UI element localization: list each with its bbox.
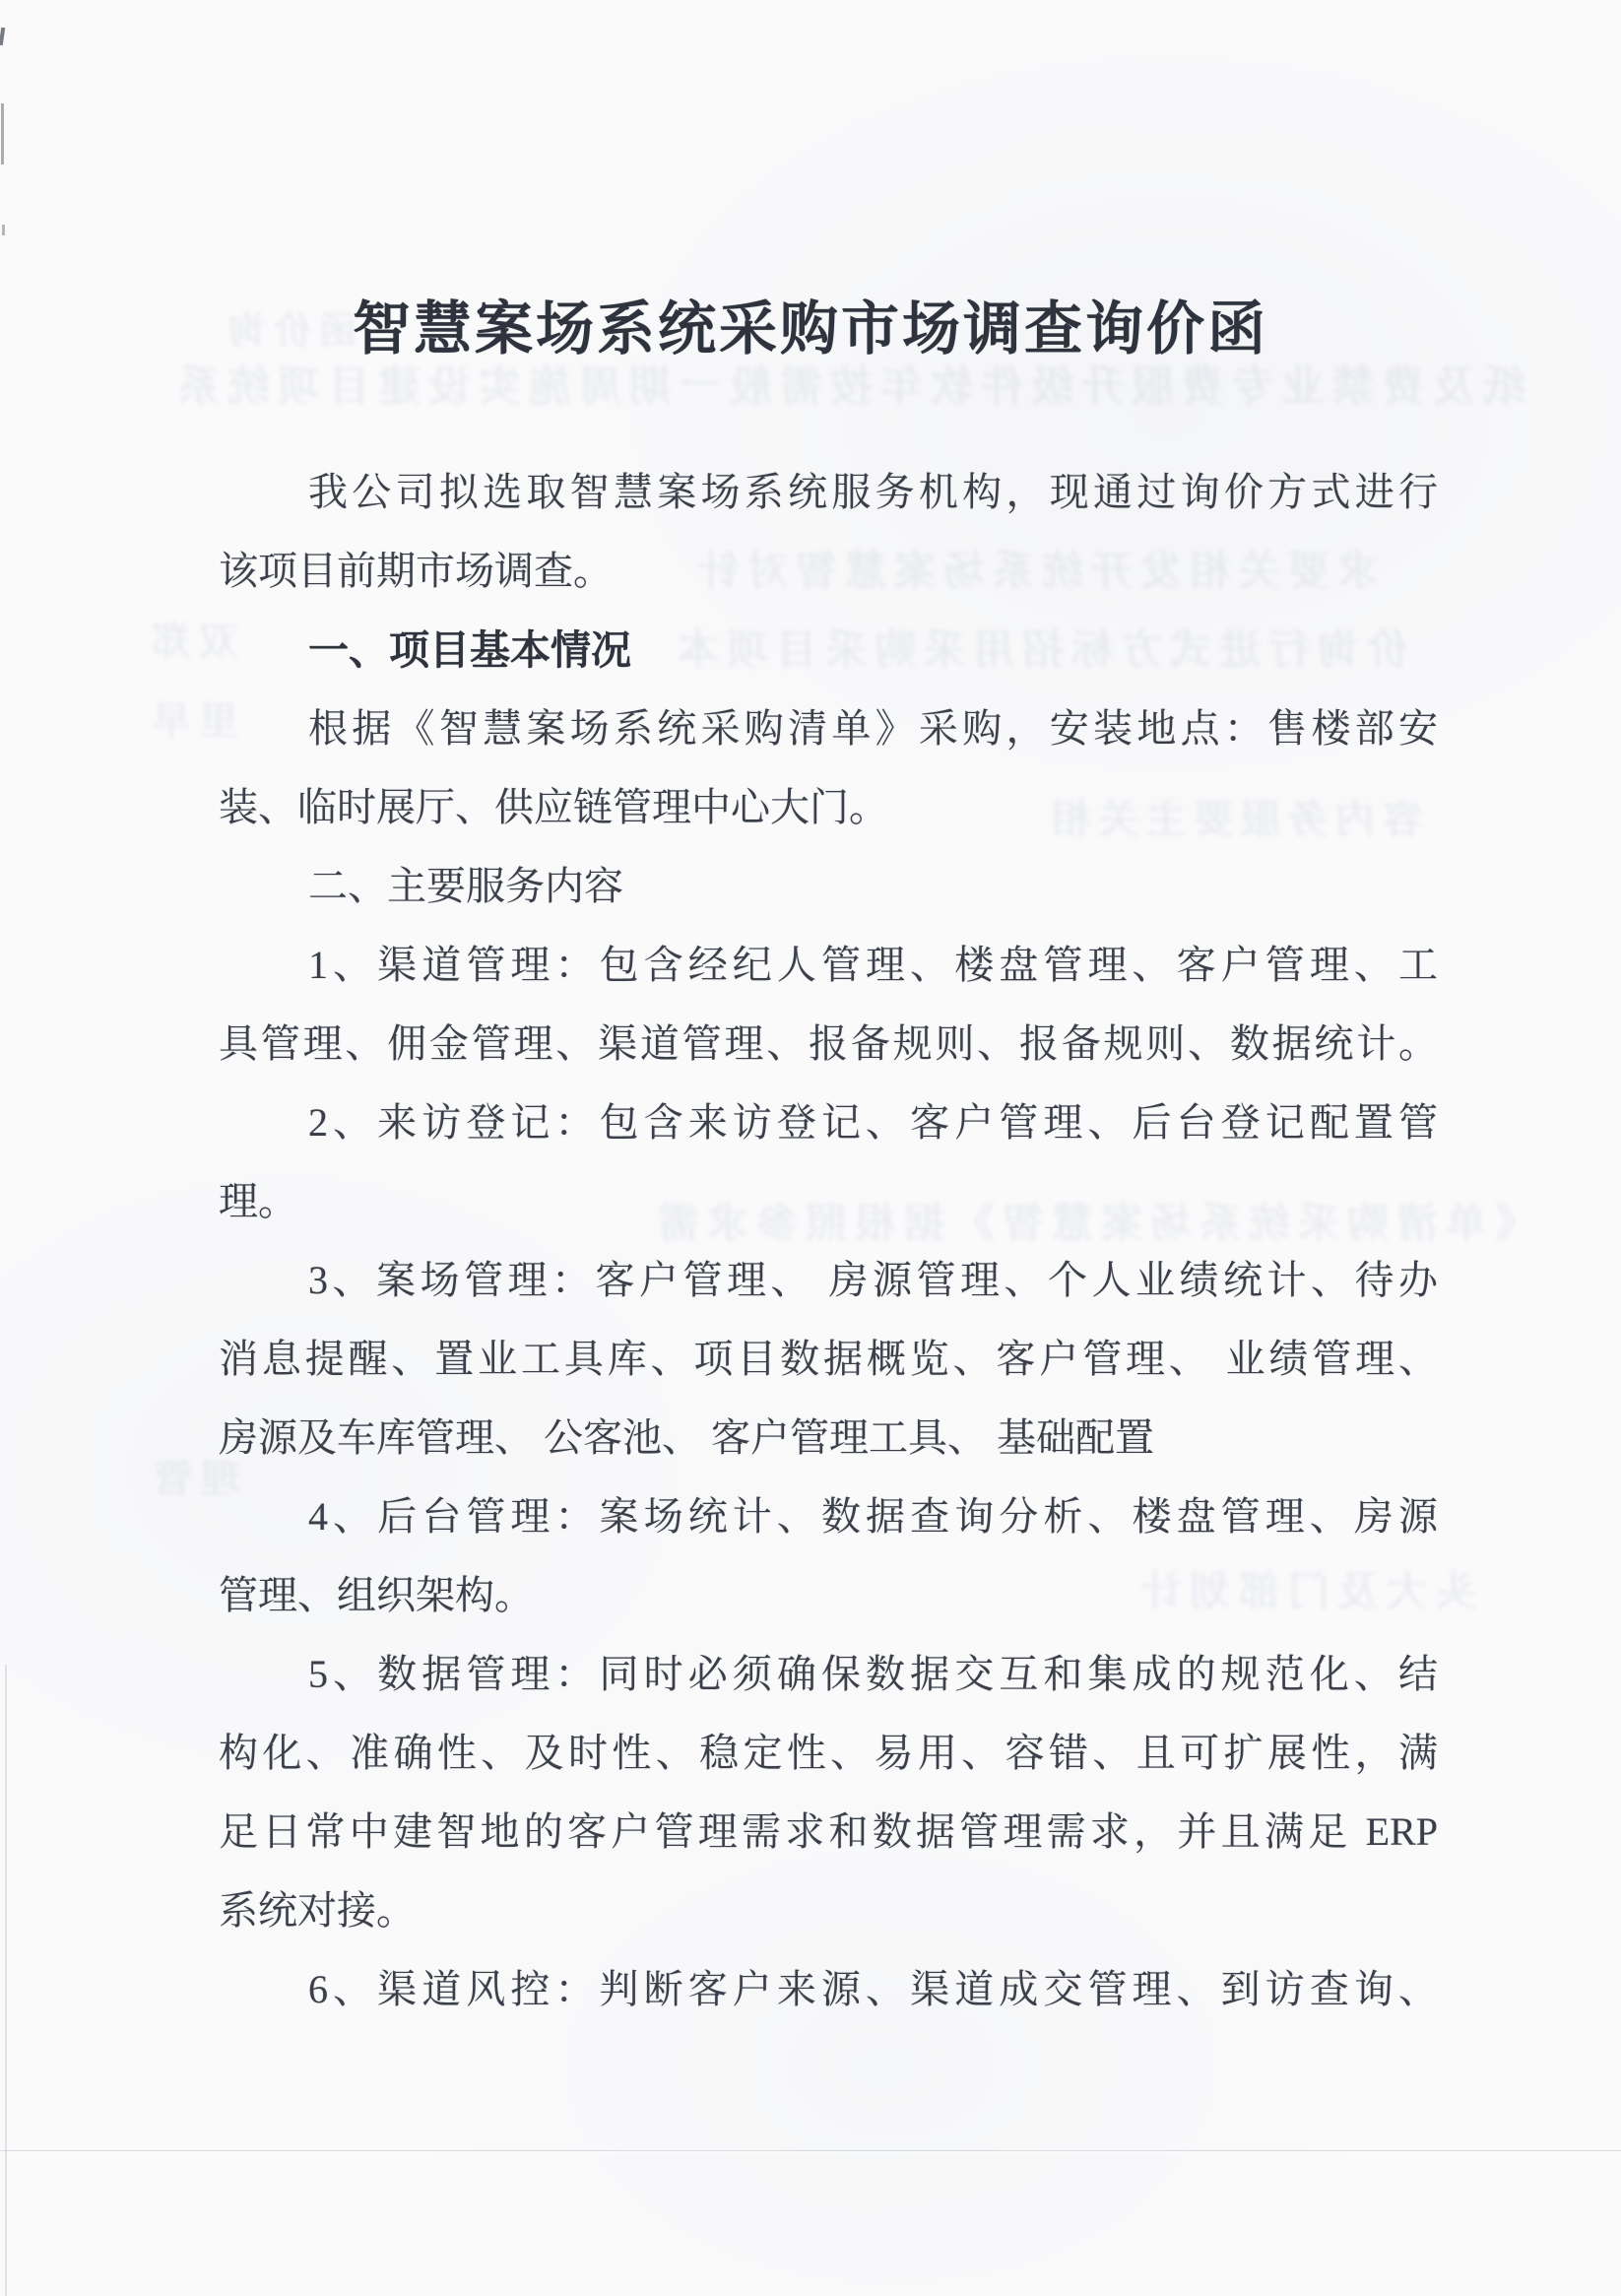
bleedthrough-row: 求要关相发开统系场案慧智对针 [689, 550, 1380, 595]
bleedthrough-row: 双郑 [144, 620, 238, 664]
document-line: 我公司拟选取智慧案场系统服务机构，现通过询价方式进行 [308, 470, 1438, 514]
document-line: 足日常中建智地的客户管理需求和数据管理需求，并且满足 ERP [219, 1809, 1438, 1854]
document-line: 理。 [219, 1179, 297, 1223]
bleedthrough-row: 容内务服要主关相 [1044, 797, 1422, 841]
document-line: 房源及车库管理、 公客池、 客户管理工具、 基础配置 [219, 1415, 1154, 1460]
scan-edge-artifact [5, 1665, 7, 2296]
bleedthrough-row: 里早 [144, 698, 238, 743]
document-line: 构化、准确性、及时性、稳定性、易用、容错、且可扩展性，满 [219, 1731, 1438, 1775]
bleedthrough-row: 头大及门部划计 [1133, 1570, 1478, 1615]
scan-speck [2, 225, 5, 235]
scan-speck [0, 28, 5, 45]
scan-crease-line [0, 2150, 1621, 2151]
document-line: 2、来访登记：包含来访登记、客户管理、后台登记配置管 [308, 1100, 1438, 1145]
document-line: 二、主要服务内容 [308, 864, 623, 908]
document-line: 管理、组织架构。 [219, 1573, 534, 1617]
bleedthrough-row: 价询行进式方标招用采购采目项本 [670, 628, 1409, 674]
document-line: 1、渠道管理：包含经纪人管理、楼盘管理、客户管理、工 [308, 943, 1438, 987]
bleedthrough-row: 函价询 [221, 311, 357, 353]
scan-speck [1, 103, 4, 164]
bleedthrough-row: 《单清购采统系场案慧智》据根照参求需 [650, 1202, 1537, 1247]
document-line: 消息提醒、置业工具库、项目数据概览、客户管理、 业绩管理、 [219, 1337, 1438, 1381]
document-line: 该项目前期市场调查。 [219, 549, 613, 593]
section-heading-line: 一、项目基本情况 [308, 627, 631, 673]
document-line: 根据《智慧案场系统采购清单》采购，安装地点：售楼部安 [308, 706, 1438, 751]
document-body [219, 453, 1438, 2029]
document-line: 系统对接。 [219, 1888, 416, 1933]
document-line: 3、案场管理：客户管理、 房源管理、个人业绩统计、待办 [308, 1258, 1438, 1302]
bleedthrough-row: 理管 [146, 1457, 240, 1501]
document-line: 5、数据管理：同时必须确保数据交互和集成的规范化、结 [308, 1652, 1438, 1696]
document-title: 智慧案场系统采购市场调查询价函 [352, 296, 1268, 361]
document-line: 具管理、佣金管理、渠道管理、报备规则、报备规则、数据统计。 [219, 1021, 1438, 1066]
document-line: 装、临时展厅、供应链管理中心大门。 [219, 785, 888, 829]
document-line: 6、渠道风控：判断客户来源、渠道成交管理、到访查询、 [308, 1967, 1438, 2011]
bleedthrough-row: 纸及费禁业专费服升级件软年按需般一期周施实设建目项统系 [169, 364, 1525, 411]
document-line: 4、后台管理：案场统计、数据查询分析、楼盘管理、房源 [308, 1494, 1438, 1539]
